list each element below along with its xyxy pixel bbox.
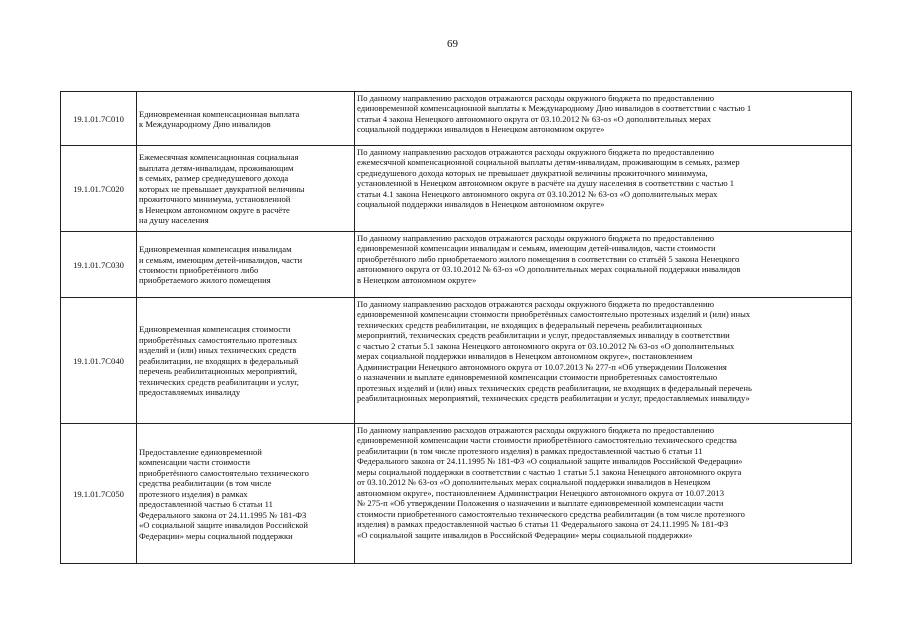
table-row <box>61 92 852 146</box>
expense-description-line: реабилитационных мероприятий, технических средств реабилитации и услуг, предоставляемых инвалиду» <box>357 393 750 404</box>
expense-description-line: реабилитации (в том числе протезного изделия) в рамках предоставленной частью 6 статьи 11 <box>357 445 703 456</box>
expense-description-line: протезных изделий и (или) иных технических средств реабилитации, не входящих в федеральный перечень <box>357 382 752 393</box>
expense-name-line: Федерального закона от 24.11.1995 № 181-ФЗ <box>139 509 307 520</box>
expense-name-line: приобретённых самостоятельно протезных <box>139 334 298 345</box>
expense-description-line: от 03.10.2012 № 63-оз «О дополнительных мерах социальной поддержки инвалидов в Ненецком <box>357 477 711 488</box>
expense-description-line: № 275-п «Об утверждении Положения о назначении и выплате единовременной компенсации части <box>357 498 724 509</box>
expense-description-line: единовременной компенсации части стоимости приобретённого самостоятельно технического средства <box>357 435 737 446</box>
expense-description-line: «О социальной защите инвалидов в Российской Федерации» меры социальной поддержки» <box>357 529 693 540</box>
expense-description-cell <box>355 92 852 146</box>
expense-name-line: реабилитации, не входящих в федеральный <box>139 355 299 366</box>
expense-name-line: приобретаемого жилого помещения <box>139 275 271 286</box>
expense-name-line: в Ненецком автономном округе в расчёте <box>139 204 290 215</box>
expense-description-line: мерах социальной поддержки инвалидов в Ненецком автономном округе», постановлением <box>357 351 693 362</box>
expense-name-cell <box>137 146 355 232</box>
expense-name-line: «О социальной защите инвалидов Российской <box>139 520 308 531</box>
expense-description-line: приобретённого либо приобретаемого жилого помещения в соответствии со статьёй 5 закона Ненецкого <box>357 253 740 264</box>
budget-classification-table <box>60 91 852 564</box>
expense-description-line: с частью 2 статьи 5.1 закона Ненецкого автономного округа от 03.10.2012 № 63-оз «О дополнительных <box>357 340 735 351</box>
expense-name-line: Ежемесячная компенсационная социальная <box>139 152 299 163</box>
expense-description-line: По данному направлению расходов отражаются расходы окружного бюджета по предоставлению <box>357 147 714 157</box>
expense-description-line: единовременной компенсации инвалидам и семьям, имеющим детей-инвалидов, части стоимости <box>357 243 716 254</box>
expense-description-line: о назначении и выплате единовременной компенсации стоимости приобретенных самостоятельно <box>357 372 718 383</box>
expense-name-line: и семьям, имеющим детей-инвалидов, части <box>139 254 303 265</box>
expense-description-line: мероприятий, технических средств реабилитации и услуг, предоставляемых инвалиду в соответствии <box>357 330 730 341</box>
expense-name-line: на душу населения <box>139 215 209 226</box>
expense-description-line: меры социальной поддержки в соответствии с частью 1 статьи 5.1 закона Ненецкого автономного округа <box>357 466 742 477</box>
expense-description-line: статьи 4.1 закона Ненецкого автономного округа от 03.10.2012 № 63-оз «О дополнительных мерах <box>357 188 718 199</box>
expense-name-line: компенсации части стоимости <box>139 457 250 468</box>
expense-description-line: автономного округа от 03.10.2012 № 63-оз «О дополнительных мерах социальной поддержки инвалидов <box>357 264 741 275</box>
expense-name-line: Предоставление единовременной <box>139 446 262 457</box>
expense-description-line: ежемесячной компенсационной социальной выплаты детям-инвалидам, проживающим в семьях, размер <box>357 157 740 168</box>
expense-name-line: перечень реабилитационных мероприятий, <box>139 366 297 377</box>
expense-description-line: в Ненецком автономном округе» <box>357 274 477 285</box>
table-row <box>61 298 852 424</box>
page-number: 69 <box>447 38 458 50</box>
expense-name-line: прожиточного минимума, установленной <box>139 194 291 205</box>
expense-name-line: стоимости приобретённого либо <box>139 265 259 275</box>
expense-code-cell: 19.1.01.7С040 <box>61 298 137 424</box>
expense-description-line: стоимости приобретенного самостоятельно технического средства реабилитации (в том числе протезного <box>357 508 745 519</box>
expense-description-line: изделия) в рамках предоставленной частью 6 статьи 11 Федерального закона от 24.11.1995 № 181-ФЗ <box>357 519 729 530</box>
expense-description-line: среднедушевого дохода которых не превышает двукратной величины прожиточного минимума, <box>357 167 708 178</box>
expense-description-cell <box>355 146 852 232</box>
expense-name-line: Единовременная компенсационная выплата <box>139 108 300 119</box>
expense-name-line: средства реабилитации (в том числе <box>139 478 272 489</box>
table-row <box>61 232 852 298</box>
expense-description-line: единовременной компенсационной выплаты к Международному Дню инвалидов в соответствии с частью 1 <box>357 103 752 114</box>
expense-name-cell <box>137 92 355 146</box>
expense-code-cell: 19.1.01.7С030 <box>61 232 137 298</box>
expense-name-line: в семьях, размер среднедушевого дохода <box>139 173 289 184</box>
expense-name-line: Единовременная компенсация стоимости <box>139 324 291 335</box>
expense-description-line: социальной поддержки инвалидов в Ненецком автономном округе» <box>357 124 605 135</box>
expense-name-line: предоставленной частью 6 статьи 11 <box>139 499 273 510</box>
expense-name-line: Федерации» меры социальной поддержки <box>139 530 293 541</box>
expense-name-line: Единовременная компенсация инвалидам <box>139 244 292 255</box>
expense-code-cell: 19.1.01.7С010 <box>61 92 137 146</box>
table-row <box>61 424 852 564</box>
expense-description-line: социальной поддержки инвалидов в Ненецком автономном округе» <box>357 199 605 210</box>
expense-name-line: изделий и (или) иных технических средств <box>139 345 297 356</box>
expense-name-cell <box>137 232 355 298</box>
expense-name-cell <box>137 298 355 424</box>
expense-description-line: По данному направлению расходов отражаются расходы окружного бюджета по предоставлению <box>357 233 714 243</box>
expense-name-line: выплата детям-инвалидам, проживающим <box>139 162 294 173</box>
expense-description-line: По данному направлению расходов отражаются расходы окружного бюджета по предоставлению <box>357 425 714 435</box>
expense-description-line: автономном округе», постановлением Администрации Ненецкого автономного округа от 10.07.2013 <box>357 487 724 498</box>
expense-name-line: к Международному Дню инвалидов <box>139 119 271 129</box>
expense-code-cell: 19.1.01.7С050 <box>61 424 137 564</box>
expense-description-line: статьи 4 закона Ненецкого автономного округа от 03.10.2012 № 63-оз «О дополнительных мерах <box>357 113 712 124</box>
expense-description-line: единовременной компенсации стоимости приобретённых самостоятельно протезных изделий и (или) иных <box>357 309 751 320</box>
expense-name-line: технических средств реабилитации и услуг, <box>139 376 299 387</box>
expense-name-line: которых не превышает двукратной величины <box>139 183 305 194</box>
expense-name-cell <box>137 424 355 564</box>
expense-name-line: приобретённого самостоятельно технического <box>139 467 309 478</box>
table-row <box>61 146 852 232</box>
expense-description-line: Администрации Ненецкого автономного округа от 10.07.2013 № 277-п «Об утверждении Положения <box>357 361 727 372</box>
expense-name-line: предоставляемых инвалиду <box>139 387 241 398</box>
expense-description-line: По данному направлению расходов отражаются расходы окружного бюджета по предоставлению <box>357 93 714 103</box>
expense-description-cell <box>355 424 852 564</box>
expense-description-cell <box>355 232 852 298</box>
expense-code-cell: 19.1.01.7С020 <box>61 146 137 232</box>
expense-name-line: протезного изделия) в рамках <box>139 488 248 499</box>
expense-description-line: технических средств реабилитации, не входящих в федеральный перечень реабилитационных <box>357 319 703 330</box>
expense-description-line: По данному направлению расходов отражаются расходы окружного бюджета по предоставлению <box>357 299 714 309</box>
expense-description-cell <box>355 298 852 424</box>
expense-description-line: установленной в Ненецком автономном округе в расчёте на душу населения в соответствии с частью 1 <box>357 178 735 189</box>
expense-description-line: Федерального закона от 24.11.1995 № 181-ФЗ «О социальной защите инвалидов Российской Федерации» <box>357 456 743 467</box>
